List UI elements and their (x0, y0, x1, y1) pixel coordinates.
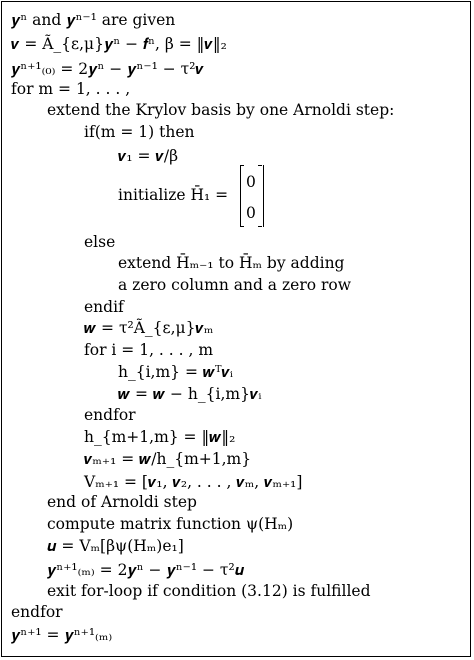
algo-line-3: 𝒚ⁿ⁺¹₍₀₎ = 2𝒚ⁿ − 𝒚ⁿ⁻¹ − τ²𝒗 (11, 60, 204, 78)
algo-line-16: 𝒘 = 𝒘 − h_{i,m}𝒗ᵢ (118, 385, 262, 403)
algo-line-26: endfor (11, 603, 63, 621)
algo-line-20: Vₘ₊₁ = [𝒗₁, 𝒗₂, . . . , 𝒗ₘ, 𝒗ₘ₊₁] (84, 473, 303, 491)
matrix-entry-top: 0 (246, 173, 256, 191)
algo-line-8: initialize H̄₁ = (118, 186, 229, 204)
algo-line-19: 𝒗ₘ₊₁ = 𝒘/h_{m+1,m} (84, 450, 252, 468)
algo-line-9: else (84, 233, 116, 251)
algo-line-25: exit for-loop if condition (3.12) is fulfilled (47, 582, 371, 600)
algo-line-24: 𝒚ⁿ⁺¹₍ₘ₎ = 2𝒚ⁿ − 𝒚ⁿ⁻¹ − τ²𝒖 (47, 561, 245, 579)
algo-line-15: h_{i,m} = 𝒘ᵀ𝒗ᵢ (118, 363, 234, 381)
matrix-entry-bottom: 0 (246, 204, 256, 222)
algo-line-21: end of Arnoldi step (47, 493, 197, 511)
algo-line-23: 𝒖 = Vₘ[βψ(Hₘ)e₁] (47, 537, 184, 555)
algo-line-27: 𝒚ⁿ⁺¹ = 𝒚ⁿ⁺¹₍ₘ₎ (11, 626, 113, 644)
algo-line-10: extend H̄ₘ₋₁ to H̄ₘ by adding (118, 254, 345, 272)
algo-line-1: 𝒚ⁿ and 𝒚ⁿ⁻¹ are given (11, 11, 176, 29)
algo-line-14: for i = 1, . . . , m (84, 341, 214, 359)
algo-line-18: h_{m+1,m} = ‖𝒘‖₂ (84, 428, 236, 446)
algo-line-2: 𝒗 = Ã_{ε,μ}𝒚ⁿ − 𝒇ⁿ, β = ‖𝒗‖₂ (11, 35, 227, 53)
algo-line-17: endfor (84, 406, 136, 424)
algo-line-5: extend the Krylov basis by one Arnoldi step: (47, 101, 395, 119)
algo-line-6: if(m = 1) then (84, 123, 195, 141)
algo-line-4: for m = 1, . . . , (11, 80, 131, 98)
algo-line-12: endif (84, 298, 124, 316)
algo-line-22: compute matrix function ψ(Hₘ) (47, 515, 294, 533)
algo-line-13: 𝒘 = τ²Ã_{ε,μ}𝒗ₘ (84, 319, 214, 337)
algo-line-11: a zero column and a zero row (118, 276, 351, 294)
algo-line-7: 𝒗₁ = 𝒗/β (118, 147, 179, 165)
